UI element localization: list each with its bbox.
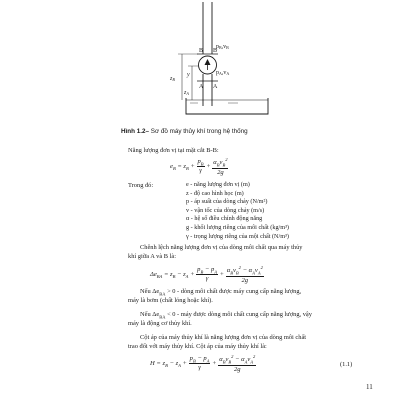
paragraph-4-line-2: máy là động cơ thủy khí. [128,320,192,327]
label-za: zA [184,90,189,96]
equation-h: $H = z_B - z_A$ + $\frac{p_B - p_A}{\gamma}$ + $\frac{\alpha_Bv_B^2 - \alpha_Av_A^2}{2g}$ [150,354,256,373]
label-b-right: B [213,48,218,54]
symbol-definitions [186,181,289,241]
label-pb-vb: pB,vB [216,44,229,50]
caption-number: Hình 1.2– [121,128,149,135]
caption-text: Sơ đồ máy thủy khí trong hệ thống [149,128,248,135]
paragraph-1: Năng lượng đơn vị tại mặt cắt B-B: [128,147,219,154]
def-row: e - năng lượng đơn vị (m) [186,181,250,188]
where-intro: Trong đó: [128,182,154,189]
paragraph-2-line-1: Chênh lệch năng lượng đơn vị của dòng môi chất qua máy thủy [140,244,303,251]
tank [186,98,268,114]
def-row: γ - trọng lượng riêng của mội chất (N/m³) [186,232,289,240]
label-b-left: B [199,48,204,54]
label-pa-va: pA,vA [216,70,230,76]
def-row: p - áp suất của dòng chảy (N/m²) [186,198,268,206]
paragraph-3-line-1: Nếu $\Delta e_{BA} > 0$ - dòng môi chất được máy cung cấp năng lượng, [140,288,302,297]
paragraph-3-line-2: máy là bơm (chất lỏng hoặc khí). [128,297,213,304]
paragraph-5-line-2: trao đổi với máy thủy khí. Cột áp của máy thủy khí là: [128,343,267,350]
equation-number: (1.1) [340,361,353,368]
def-row: α - hệ số điều chỉnh động năng [186,215,263,223]
def-row: z - độ cao hình học (m) [186,189,244,197]
figure-caption [121,128,248,135]
equation-eb: $e_B = z_B$ + $\frac{p_B}{\gamma}$ + $\frac{\alpha_Bv_B^2}{2g}$ [170,157,228,176]
paragraph-2-line-2: khí giữa A và B là: [128,253,177,260]
label-a-left: A [199,84,204,90]
def-row: v - vận tốc của dòng chảy (m/s) [186,206,265,214]
equation-delta-e: $\Delta e_{BA} = z_B - z_A$ + $\frac{p_B - p_A}{\gamma}$ + $\frac{\alpha_Bv_B^2 - \alpha_Av_A^2}{2g}$ [150,265,263,284]
pump-system-diagram [168,2,278,116]
label-zb: zB [170,76,175,82]
paragraph-5-line-1: Cột áp của máy thủy khí là năng lượng đơn vị của dòng môi chất [140,334,307,341]
def-row: g - khối lượng riêng của môi chất (kg/m³) [186,223,289,231]
label-a-right: A [213,84,218,90]
page-number: 11 [366,383,373,391]
paragraph-4-line-1: Nếu $\Delta e_{BA} < 0$ - máy được dòng môi chất cung cấp năng lượng, vậy [140,311,312,320]
label-y: y [187,72,190,78]
